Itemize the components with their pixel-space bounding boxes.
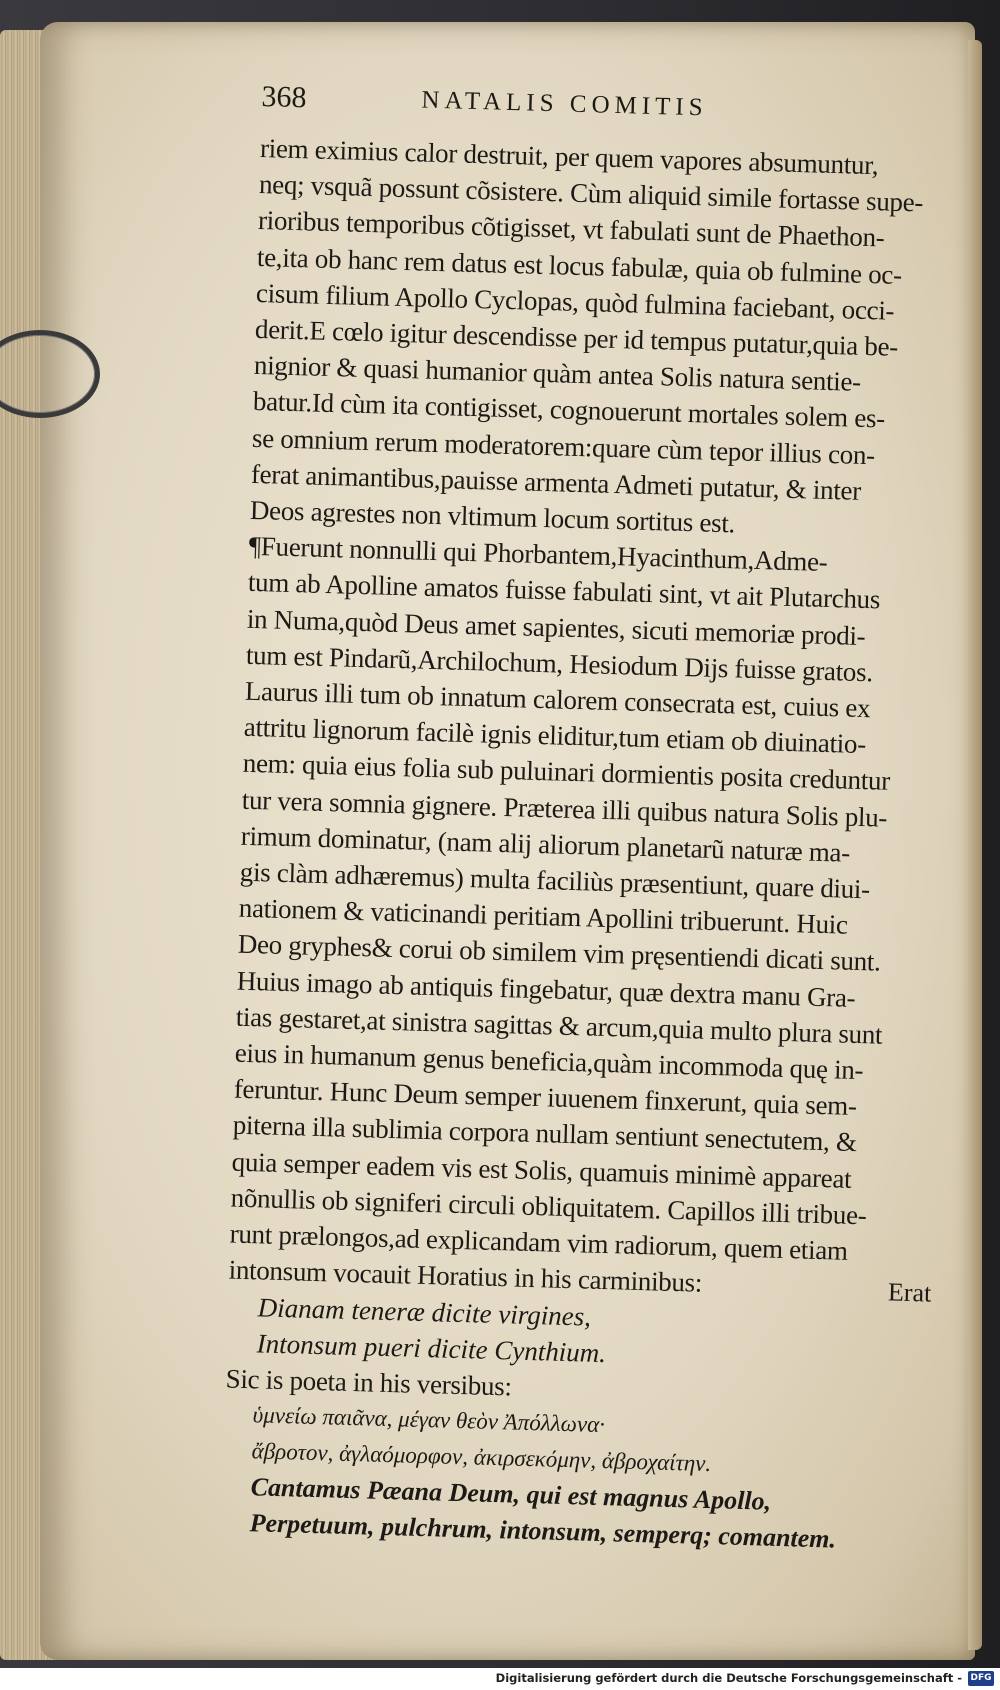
text-line: quia semper eadem vis est Solis, quamuis minimè appareat bbox=[231, 1146, 852, 1194]
funding-credit: Digitalisierung gefördert durch die Deutsche Forschungsgemeinschaft - bbox=[495, 1671, 962, 1685]
text-line: te,ita ob hanc rem datus est locus fabulæ, quia ob fulmine oc- bbox=[256, 241, 903, 290]
text-line: batur.Id cùm ita contigisset, cognouerunt mortales solem es- bbox=[252, 386, 886, 434]
text-line: Deos agrestes non vltimum locum sortitus est. bbox=[249, 494, 736, 539]
text-line: se omnium rerum moderatorem:quare cùm tepor illius con- bbox=[251, 422, 876, 470]
running-head: NATALIS COMITIS bbox=[421, 86, 708, 122]
translation-line: Cantamus Pæana Deum, qui est magnus Apollo, bbox=[250, 1471, 772, 1516]
text-line: Laurus illi tum ob innatum calorem consecrata est, cuius ex bbox=[244, 675, 871, 724]
catchword: Erat bbox=[887, 1277, 932, 1308]
dfg-logo: DFG bbox=[968, 1671, 994, 1686]
text-line: Deo gryphes& corui ob similem vim pręsentiendi dicati sunt. bbox=[237, 929, 881, 978]
text-line: cisum filium Apollo Cyclopas, quòd fulmina faciebant, occi- bbox=[255, 277, 895, 326]
translation-line: Perpetuum, pulchrum, intonsum, semperq; comantem. bbox=[249, 1507, 837, 1554]
text-line: rioribus temporibus cõtigisset, vt fabulati sunt de Phaethon- bbox=[257, 205, 885, 253]
page-text-block bbox=[221, 80, 942, 1559]
text-line: derit.E cœlo igitur descendisse per id tempus putatur,quia be- bbox=[254, 313, 899, 362]
greek-verse-line: ἄβροτον, ἀγλαόμορφον, ἀκιρσεκόμην, ἀβροχαίτην. bbox=[251, 1437, 712, 1476]
text-line: neq; vsquã possunt cõsistere. Cùm aliquid simile fortasse supe- bbox=[258, 169, 924, 218]
text-line: tur vera somnia gignere. Præterea illi quibus natura Solis plu- bbox=[241, 784, 888, 833]
text-line: eius in humanum genus beneficia,quàm incommoda quę in- bbox=[234, 1037, 864, 1086]
text-line: riem eximius calor destruit, per quem vapores absumuntur, bbox=[259, 132, 879, 181]
text-line: in Numa,quòd Deus amet sapientes, sicuti memoriæ prodi- bbox=[246, 603, 866, 651]
text-line: rimum dominatur, (nam alij aliorum planetarũ naturæ ma- bbox=[240, 820, 851, 868]
page-right-edge bbox=[968, 40, 982, 1650]
verse-line: Intonsum pueri dicite Cynthium. bbox=[256, 1327, 607, 1368]
text-line: runt prælongos,ad explicandam vim radiorum, quem etiam bbox=[229, 1218, 849, 1266]
text-line: piterna illa sublimia corpora nullam sentiunt senectutem, & bbox=[232, 1110, 858, 1158]
paragraph-start-line: ¶Fuerunt nonnulli qui Phorbantem,Hyacinthum,Adme- bbox=[248, 531, 828, 578]
text-line: Huius imago ab antiquis fingebatur, quæ dextra manu Gra- bbox=[236, 965, 856, 1013]
text-line: tias gestaret,at sinistra sagittas & arcum,quia multo plura sunt bbox=[235, 1001, 883, 1050]
intro-line: Sic is poeta in his versibus: bbox=[225, 1362, 513, 1401]
text-line: feruntur. Hunc Deum semper iuuenem finxerunt, quia sem- bbox=[233, 1073, 858, 1122]
verse-line: Dianam teneræ dicite virgines, bbox=[257, 1291, 592, 1332]
text-line: intonsum vocauit Horatius in his carminibus: bbox=[228, 1254, 703, 1299]
page-number: 368 bbox=[261, 80, 307, 115]
text-line: tum ab Apolline amatos fuisse fabulati sint, vt ait Plutarchus bbox=[247, 567, 881, 615]
text-line: nem: quia eius folia sub puluinari dormientis posita creduntur bbox=[242, 748, 891, 797]
text-line: attritu lignorum facilè ignis eliditur,tum etiam ob diuinatio- bbox=[243, 712, 867, 760]
text-line: ferat animantibus,pauisse armenta Admeti putatur, & inter bbox=[250, 458, 862, 506]
text-line: nõnullis ob signiferi circuli obliquitatem. Capillos illi tribue- bbox=[230, 1182, 867, 1231]
text-line: nationem & vaticinandi peritiam Apollini tribuerunt. Huic bbox=[238, 892, 849, 940]
greek-verse-line: ὑμνείω παιᾶνα, μέγαν θεὸν Ἀπόλλωνα· bbox=[252, 1401, 606, 1437]
text-line: nignior & quasi humanior quàm antea Solis natura sentie- bbox=[253, 350, 862, 398]
text-line: tum est Pindarũ,Archilochum, Hesiodum Dijs fuisse gratos. bbox=[245, 639, 874, 688]
digitization-footer bbox=[0, 1668, 1000, 1690]
body-text bbox=[228, 130, 940, 1307]
text-line: gis clàm adhæremus) multa faciliùs præsentiunt, quare diui- bbox=[239, 856, 871, 905]
